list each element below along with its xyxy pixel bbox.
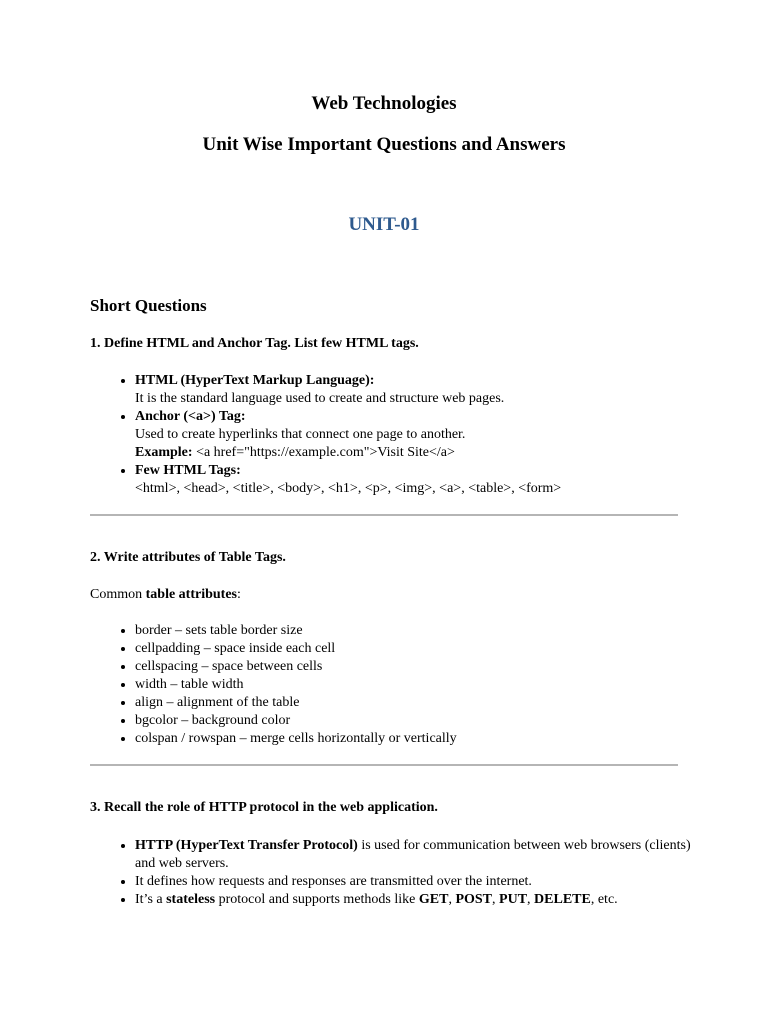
list-item-term: Few HTML Tags: xyxy=(135,463,241,478)
list-item xyxy=(135,462,735,498)
section-heading: Short Questions xyxy=(90,296,207,315)
divider xyxy=(90,764,678,766)
list-item-desc: Used to create hyperlinks that connect one page to another. xyxy=(135,427,466,442)
list-item-term: HTML (HyperText Markup Language): xyxy=(135,373,375,388)
intro-post: : xyxy=(237,587,241,602)
text-run: , xyxy=(527,892,535,907)
text-run: protocol and supports methods like xyxy=(215,892,419,907)
list-item: • cellpadding – space inside each cell xyxy=(135,640,735,658)
list-item xyxy=(135,408,735,462)
document-subtitle: Unit Wise Important Questions and Answers xyxy=(202,134,566,155)
list-item xyxy=(135,837,695,873)
method-delete: DELETE xyxy=(534,892,591,907)
text-run: , etc. xyxy=(590,892,618,907)
http-desc: is used for communication between web browsers (clients) and web servers. xyxy=(135,838,691,871)
intro-pre: Common xyxy=(90,587,146,602)
q2-intro xyxy=(90,586,241,604)
stateless-term: stateless xyxy=(166,892,216,907)
list-item: • align – alignment of the table xyxy=(135,694,735,712)
list-item xyxy=(135,891,695,909)
list-item: • cellspacing – space between cells xyxy=(135,658,735,676)
intro-bold: table attributes xyxy=(145,587,238,602)
text-run: , xyxy=(448,892,456,907)
q1-list xyxy=(90,372,735,498)
list-item: • border – sets table border size xyxy=(135,622,735,640)
list-item: • colspan / rowspan – merge cells horizontally or vertically xyxy=(135,730,735,748)
list-item: • bgcolor – background color xyxy=(135,712,735,730)
list-item-desc: It is the standard language used to create and structure web pages. xyxy=(135,391,505,406)
http-term: HTTP (HyperText Transfer Protocol) xyxy=(135,838,358,853)
text-run: It’s a xyxy=(135,892,167,907)
question-1: 1. Define HTML and Anchor Tag. List few HTML tags. xyxy=(90,336,419,351)
q2-list xyxy=(90,622,735,748)
example-label: Example: xyxy=(135,445,193,460)
list-item: • width – table width xyxy=(135,676,735,694)
question-2: 2. Write attributes of Table Tags. xyxy=(90,550,286,565)
unit-heading: UNIT-01 xyxy=(348,214,420,235)
list-item-desc: <html>, <head>, <title>, <body>, <h1>, <p>, <img>, <a>, <table>, <form> xyxy=(135,481,562,496)
example-code: <a href="https://example.com">Visit Site</a> xyxy=(192,445,455,460)
list-item: • It defines how requests and responses are transmitted over the internet. xyxy=(135,873,695,891)
method-put: PUT xyxy=(499,892,528,907)
text-run: , xyxy=(492,892,500,907)
question-3: 3. Recall the role of HTTP protocol in the web application. xyxy=(90,800,438,815)
list-item-term: Anchor (<a>) Tag: xyxy=(135,409,246,424)
method-get: GET xyxy=(418,892,449,907)
method-post: POST xyxy=(455,892,493,907)
document-title: Web Technologies xyxy=(311,93,457,114)
q3-list xyxy=(90,837,695,909)
divider xyxy=(90,514,678,516)
list-item xyxy=(135,372,735,408)
